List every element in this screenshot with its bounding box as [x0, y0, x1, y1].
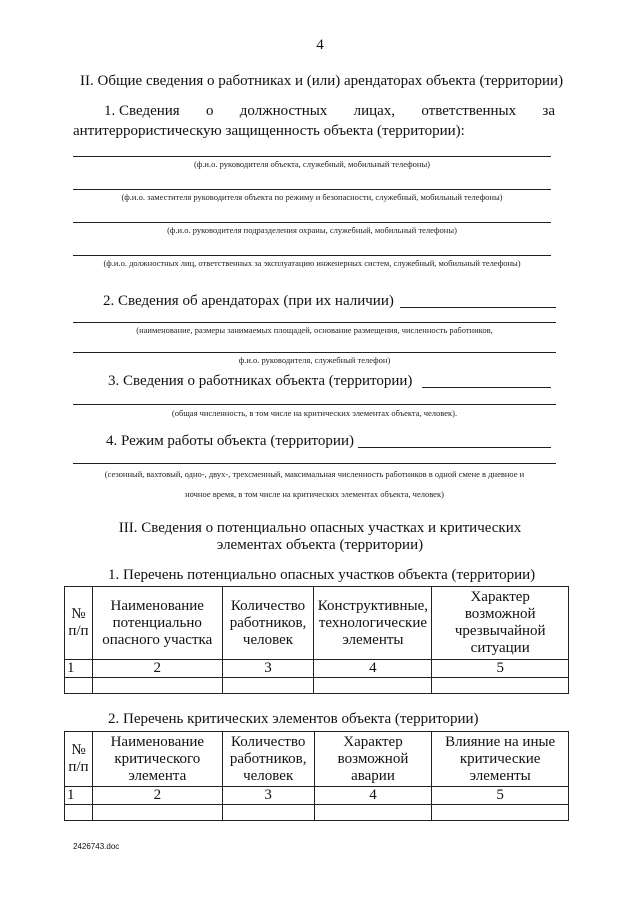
table-cell	[314, 805, 432, 821]
caption-head: (ф.и.о. руководителя объекта, служебный, мобильный телефоны)	[193, 159, 431, 169]
table-row	[65, 805, 569, 821]
table-2-caption: 2. Перечень критических элементов объекта (территории)	[108, 711, 479, 727]
table-cell	[65, 805, 93, 821]
section-3-title-line-2: элементах объекта (территории)	[216, 537, 424, 553]
section-2-title: II. Общие сведения о работниках и (или) арендаторах объекта (территории)	[80, 73, 564, 89]
hazard-areas-table	[64, 586, 569, 694]
page-number: 4	[316, 37, 324, 53]
table-cell	[92, 678, 222, 694]
header-accident: Характер возможной аварии	[314, 732, 432, 787]
table-cell: 3	[222, 787, 314, 805]
item-2-label: 2. Сведения об арендаторах (при их наличии)	[103, 293, 394, 309]
table-number-row	[65, 787, 569, 805]
table-cell	[222, 805, 314, 821]
table-cell: 1	[65, 660, 93, 678]
fill-line	[400, 307, 556, 308]
fill-line	[73, 222, 551, 223]
caption-engineering: (ф.и.о. должностных лиц, ответственных за эксплуатацию инженерных систем, служебный, мобильный телефоны)	[103, 258, 521, 268]
table-cell	[222, 678, 314, 694]
item-1-word: должностных	[239, 103, 328, 119]
critical-elements-table	[64, 731, 569, 821]
item-1-line-2: антитеррористическую защищенность объекта (территории):	[73, 123, 465, 139]
item-1-line-1	[80, 102, 555, 120]
caption-workers: (общая численность, в том числе на критических элементах объекта, человек).	[171, 408, 458, 418]
table-cell	[65, 678, 93, 694]
item-1-word: 1. Сведения	[104, 103, 180, 119]
fill-line	[358, 447, 551, 448]
header-name: Наименование критического элемента	[92, 732, 222, 787]
caption-tenants-2: ф.и.о. руководителя, служебный телефон)	[238, 355, 391, 365]
item-3-label: 3. Сведения о работниках объекта (территории)	[108, 373, 413, 389]
header-emergency: Характер возможной чрезвычайной ситуации	[432, 587, 569, 660]
header-workers: Количество работников, человек	[222, 732, 314, 787]
header-name: Наименование потенциально опасного участка	[92, 587, 222, 660]
caption-tenants-1: (наименование, размеры занимаемых площадей, основание размещения, численность работников,	[136, 325, 493, 335]
fill-line	[73, 189, 551, 190]
caption-schedule-2: ночное время, в том числе на критических элементах объекта, человек)	[185, 489, 444, 499]
item-1-word: за	[542, 103, 555, 119]
fill-line	[73, 255, 551, 256]
header-influence: Влияние на иные критические элементы	[432, 732, 569, 787]
table-cell: 3	[222, 660, 314, 678]
table-cell: 2	[92, 660, 222, 678]
table-cell: 5	[432, 660, 569, 678]
table-cell	[432, 805, 569, 821]
item-1-word: ответственных	[421, 103, 517, 119]
table-header-row	[65, 587, 569, 660]
table-cell	[92, 805, 222, 821]
table-cell: 2	[92, 787, 222, 805]
section-3-title-line-1: III. Сведения о потенциально опасных участках и критических	[118, 520, 522, 536]
item-1-word: о	[206, 103, 214, 119]
fill-line	[73, 463, 556, 464]
fill-line	[422, 387, 551, 388]
item-4-label: 4. Режим работы объекта (территории)	[106, 433, 354, 449]
table-row	[65, 678, 569, 694]
header-elements: Конструктивные, технологические элементы	[314, 587, 432, 660]
table-cell	[314, 678, 432, 694]
fill-line	[73, 404, 556, 405]
fill-line	[73, 322, 556, 323]
caption-schedule-1: (сезонный, вахтовый, одно-, двух-, трехсменный, максимальная численность работников в одной смене в дневное и	[104, 469, 525, 479]
caption-deputy: (ф.и.о. заместителя руководителя объекта по режиму и безопасности, служебный, мобильный телефоны)	[121, 192, 503, 202]
header-workers: Количество работников, человек	[222, 587, 314, 660]
table-1-caption: 1. Перечень потенциально опасных участков объекта (территории)	[108, 567, 536, 583]
table-cell: 5	[432, 787, 569, 805]
table-cell: 1	[65, 787, 93, 805]
table-cell: 4	[314, 787, 432, 805]
caption-security: (ф.и.о. руководителя подразделения охраны, служебный, мобильный телефоны)	[167, 225, 457, 235]
fill-line	[73, 156, 551, 157]
fill-line	[73, 352, 556, 353]
table-header-row	[65, 732, 569, 787]
table-cell	[432, 678, 569, 694]
item-1-word: лицах,	[353, 103, 396, 119]
header-number: № п/п	[65, 587, 93, 660]
footer-filename: 2426743.doc	[73, 842, 120, 851]
header-number: № п/п	[65, 732, 93, 787]
table-cell: 4	[314, 660, 432, 678]
table-number-row	[65, 660, 569, 678]
